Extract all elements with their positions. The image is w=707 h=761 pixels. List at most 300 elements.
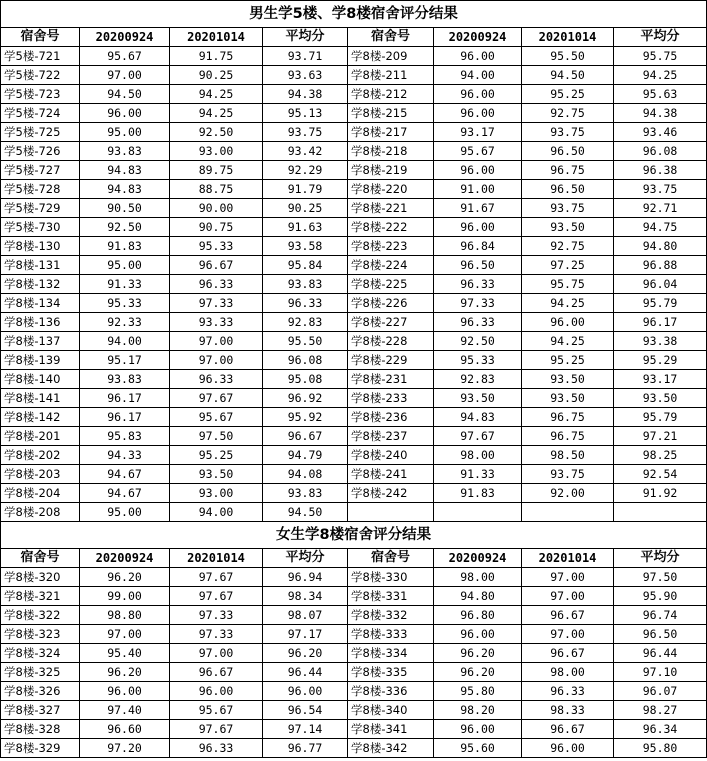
column-header: 宿舍号: [348, 28, 434, 47]
score-cell: 97.33: [434, 294, 522, 313]
score-cell: 96.17: [614, 313, 707, 332]
score-cell: 97.21: [614, 427, 707, 446]
score-cell: 97.40: [80, 701, 170, 720]
dorm-cell: 学8楼-342: [348, 739, 434, 758]
table-row: [1, 427, 707, 446]
score-cell: 96.17: [80, 389, 170, 408]
score-cell: 96.33: [170, 370, 263, 389]
table-row: [1, 66, 707, 85]
column-header-row: [1, 28, 707, 47]
dorm-cell: 学8楼-202: [1, 446, 80, 465]
column-header: 20200924: [434, 549, 522, 568]
dorm-cell: 学8楼-225: [348, 275, 434, 294]
dorm-cell: 学8楼-327: [1, 701, 80, 720]
score-cell: 94.83: [434, 408, 522, 427]
dorm-cell: 学5楼-730: [1, 218, 80, 237]
score-cell: 96.08: [614, 142, 707, 161]
score-cell: [614, 503, 707, 522]
score-cell: 94.50: [522, 66, 614, 85]
dorm-cell: 学8楼-131: [1, 256, 80, 275]
dorm-cell: 学8楼-212: [348, 85, 434, 104]
score-cell: 96.67: [170, 663, 263, 682]
score-cell: 95.83: [80, 427, 170, 446]
column-header: 平均分: [614, 549, 707, 568]
score-cell: 92.33: [80, 313, 170, 332]
score-cell: 93.50: [614, 389, 707, 408]
score-cell: 95.50: [263, 332, 348, 351]
table-row: [1, 370, 707, 389]
dorm-cell: 学8楼-218: [348, 142, 434, 161]
score-cell: 96.50: [614, 625, 707, 644]
score-cell: 97.17: [263, 625, 348, 644]
table-row: [1, 568, 707, 587]
score-cell: 96.08: [263, 351, 348, 370]
score-cell: 95.29: [614, 351, 707, 370]
score-cell: 96.00: [434, 47, 522, 66]
score-cell: 96.33: [263, 294, 348, 313]
score-cell: 96.00: [170, 682, 263, 701]
score-cell: 93.75: [522, 123, 614, 142]
score-cell: 96.00: [263, 682, 348, 701]
score-cell: 95.13: [263, 104, 348, 123]
score-cell: 94.33: [80, 446, 170, 465]
score-cell: 95.75: [614, 47, 707, 66]
score-cell: 94.67: [80, 465, 170, 484]
dorm-cell: 学8楼-228: [348, 332, 434, 351]
score-cell: 94.25: [522, 332, 614, 351]
score-cell: 96.00: [434, 161, 522, 180]
table-row: [1, 332, 707, 351]
score-cell: 96.84: [434, 237, 522, 256]
dorm-cell: 学8楼-211: [348, 66, 434, 85]
score-cell: 94.83: [80, 180, 170, 199]
score-cell: 93.17: [434, 123, 522, 142]
column-header: 20201014: [522, 28, 614, 47]
dorm-cell: 学5楼-727: [1, 161, 80, 180]
score-cell: 95.33: [434, 351, 522, 370]
dorm-cell: 学8楼-340: [348, 701, 434, 720]
score-cell: 94.75: [614, 218, 707, 237]
table-row: [1, 237, 707, 256]
dorm-cell: 学8楼-204: [1, 484, 80, 503]
score-cell: 93.50: [522, 218, 614, 237]
score-cell: 95.60: [434, 739, 522, 758]
score-cell: 94.83: [80, 161, 170, 180]
score-cell: 94.25: [522, 294, 614, 313]
score-cell: 93.42: [263, 142, 348, 161]
score-cell: 88.75: [170, 180, 263, 199]
score-cell: 95.08: [263, 370, 348, 389]
score-cell: 96.94: [263, 568, 348, 587]
score-cell: 97.67: [170, 587, 263, 606]
column-header: 宿舍号: [348, 549, 434, 568]
score-cell: 95.63: [614, 85, 707, 104]
table-row: [1, 503, 707, 522]
column-header: 20200924: [434, 28, 522, 47]
score-cell: 96.67: [522, 720, 614, 739]
score-cell: [434, 503, 522, 522]
dorm-cell: 学8楼-134: [1, 294, 80, 313]
table-row: [1, 142, 707, 161]
column-header-row: [1, 549, 707, 568]
dorm-cell: 学8楼-227: [348, 313, 434, 332]
dorm-cell: [348, 503, 434, 522]
section-title-row: [1, 522, 707, 549]
score-cell: 92.50: [170, 123, 263, 142]
dorm-cell: 学8楼-322: [1, 606, 80, 625]
score-cell: 97.50: [170, 427, 263, 446]
score-cell: 98.07: [263, 606, 348, 625]
score-cell: 95.92: [263, 408, 348, 427]
score-cell: 96.88: [614, 256, 707, 275]
score-cell: 93.17: [614, 370, 707, 389]
score-cell: 95.25: [170, 446, 263, 465]
score-cell: 94.25: [170, 85, 263, 104]
dorm-cell: 学8楼-132: [1, 275, 80, 294]
score-cell: 94.00: [170, 503, 263, 522]
table-row: [1, 484, 707, 503]
score-cell: 97.00: [170, 332, 263, 351]
score-cell: 95.80: [434, 682, 522, 701]
score-cell: 96.00: [434, 104, 522, 123]
score-cell: 93.75: [522, 465, 614, 484]
score-cell: 96.67: [522, 644, 614, 663]
score-cell: 93.58: [263, 237, 348, 256]
score-cell: 97.67: [170, 389, 263, 408]
score-cell: 91.63: [263, 218, 348, 237]
table-row: [1, 313, 707, 332]
score-cell: 96.04: [614, 275, 707, 294]
table-row: [1, 606, 707, 625]
score-cell: 93.33: [170, 313, 263, 332]
score-cell: 96.67: [170, 256, 263, 275]
table-row: [1, 465, 707, 484]
column-header: 20201014: [170, 28, 263, 47]
dorm-cell: 学8楼-231: [348, 370, 434, 389]
score-cell: 91.33: [80, 275, 170, 294]
dorm-cell: 学5楼-729: [1, 199, 80, 218]
score-cell: 96.92: [263, 389, 348, 408]
score-cell: 90.25: [263, 199, 348, 218]
score-cell: 93.50: [170, 465, 263, 484]
score-cell: 98.20: [434, 701, 522, 720]
score-cell: 95.40: [80, 644, 170, 663]
dorm-cell: 学8楼-223: [348, 237, 434, 256]
dorm-cell: 学8楼-335: [348, 663, 434, 682]
score-cell: 93.00: [170, 484, 263, 503]
score-cell: 92.83: [434, 370, 522, 389]
score-cell: 97.14: [263, 720, 348, 739]
score-cell: 95.00: [80, 503, 170, 522]
dorm-cell: 学8楼-217: [348, 123, 434, 142]
score-cell: 95.25: [522, 351, 614, 370]
table-row: [1, 663, 707, 682]
score-cell: 93.75: [522, 199, 614, 218]
dorm-cell: 学8楼-242: [348, 484, 434, 503]
score-cell: 97.67: [434, 427, 522, 446]
score-cell: 93.71: [263, 47, 348, 66]
dorm-cell: 学8楼-137: [1, 332, 80, 351]
score-cell: 96.50: [522, 180, 614, 199]
score-cell: 92.50: [80, 218, 170, 237]
score-cell: 97.00: [170, 351, 263, 370]
score-cell: 96.50: [522, 142, 614, 161]
score-cell: 96.00: [434, 85, 522, 104]
score-cell: 93.63: [263, 66, 348, 85]
score-cell: 94.79: [263, 446, 348, 465]
score-cell: 94.00: [80, 332, 170, 351]
score-cell: 95.75: [522, 275, 614, 294]
dorm-cell: 学8楼-142: [1, 408, 80, 427]
score-cell: 91.75: [170, 47, 263, 66]
dorm-cell: 学8楼-328: [1, 720, 80, 739]
column-header: 平均分: [263, 549, 348, 568]
score-cell: 95.25: [522, 85, 614, 104]
score-cell: 96.75: [522, 427, 614, 446]
table-row: [1, 180, 707, 199]
score-cell: 96.00: [80, 104, 170, 123]
dorm-cell: 学8楼-136: [1, 313, 80, 332]
dorm-cell: 学8楼-336: [348, 682, 434, 701]
table-row: [1, 256, 707, 275]
score-cell: 94.38: [263, 85, 348, 104]
score-cell: [522, 503, 614, 522]
score-cell: 96.80: [434, 606, 522, 625]
table-row: [1, 161, 707, 180]
score-cell: 91.33: [434, 465, 522, 484]
score-cell: 91.92: [614, 484, 707, 503]
table-row: [1, 389, 707, 408]
score-cell: 96.00: [522, 313, 614, 332]
table-row: [1, 199, 707, 218]
score-cell: 97.33: [170, 625, 263, 644]
score-cell: 98.25: [614, 446, 707, 465]
score-cell: 96.20: [434, 644, 522, 663]
dorm-cell: 学8楼-236: [348, 408, 434, 427]
table-row: [1, 351, 707, 370]
score-cell: 96.44: [263, 663, 348, 682]
dorm-cell: 学8楼-332: [348, 606, 434, 625]
dorm-cell: 学8楼-240: [348, 446, 434, 465]
score-cell: 94.25: [170, 104, 263, 123]
score-cell: 93.00: [170, 142, 263, 161]
section-title: 男生学5楼、学8楼宿舍评分结果: [1, 1, 707, 28]
score-cell: 95.90: [614, 587, 707, 606]
score-cell: 94.67: [80, 484, 170, 503]
score-cell: 96.50: [434, 256, 522, 275]
table-row: [1, 701, 707, 720]
score-cell: 98.00: [434, 568, 522, 587]
score-cell: 95.67: [170, 701, 263, 720]
dorm-cell: 学5楼-726: [1, 142, 80, 161]
score-cell: 98.50: [522, 446, 614, 465]
score-cell: 96.20: [263, 644, 348, 663]
score-cell: 96.60: [80, 720, 170, 739]
score-cell: 89.75: [170, 161, 263, 180]
score-cell: 95.79: [614, 408, 707, 427]
table-row: [1, 85, 707, 104]
score-cell: 97.33: [170, 606, 263, 625]
score-cell: 95.67: [434, 142, 522, 161]
dorm-cell: 学5楼-728: [1, 180, 80, 199]
dorm-cell: 学8楼-208: [1, 503, 80, 522]
dorm-cell: 学5楼-724: [1, 104, 80, 123]
score-cell: 98.00: [434, 446, 522, 465]
score-cell: 96.20: [80, 568, 170, 587]
score-cell: 96.44: [614, 644, 707, 663]
score-cell: 98.33: [522, 701, 614, 720]
score-cell: 92.00: [522, 484, 614, 503]
score-cell: 95.50: [522, 47, 614, 66]
score-cell: 98.34: [263, 587, 348, 606]
dorm-cell: 学8楼-220: [348, 180, 434, 199]
score-cell: 91.67: [434, 199, 522, 218]
score-cell: 97.00: [522, 625, 614, 644]
score-cell: 97.10: [614, 663, 707, 682]
score-cell: 96.67: [263, 427, 348, 446]
table-row: [1, 47, 707, 66]
score-cell: 95.67: [170, 408, 263, 427]
dorm-cell: 学8楼-215: [348, 104, 434, 123]
dorm-cell: 学5楼-722: [1, 66, 80, 85]
score-cell: 98.00: [522, 663, 614, 682]
score-cell: 92.29: [263, 161, 348, 180]
dorm-cell: 学8楼-130: [1, 237, 80, 256]
score-cell: 96.17: [80, 408, 170, 427]
dorm-cell: 学8楼-141: [1, 389, 80, 408]
column-header: 20201014: [170, 549, 263, 568]
table-row: [1, 123, 707, 142]
dorm-cell: 学8楼-201: [1, 427, 80, 446]
dorm-cell: 学8楼-237: [348, 427, 434, 446]
column-header: 平均分: [263, 28, 348, 47]
score-cell: 92.54: [614, 465, 707, 484]
score-cell: 97.67: [170, 568, 263, 587]
table-row: [1, 446, 707, 465]
score-cell: 95.67: [80, 47, 170, 66]
score-cell: 96.33: [434, 313, 522, 332]
score-cell: 96.75: [522, 161, 614, 180]
score-cell: 93.50: [434, 389, 522, 408]
score-cell: 94.08: [263, 465, 348, 484]
score-cell: 93.75: [614, 180, 707, 199]
score-cell: 96.54: [263, 701, 348, 720]
dorm-cell: 学8楼-224: [348, 256, 434, 275]
dorm-cell: 学5楼-725: [1, 123, 80, 142]
table-row: [1, 104, 707, 123]
dorm-cell: 学8楼-326: [1, 682, 80, 701]
section-title-row: [1, 1, 707, 28]
score-cell: 91.79: [263, 180, 348, 199]
score-cell: 93.75: [263, 123, 348, 142]
table-row: [1, 275, 707, 294]
score-cell: 90.50: [80, 199, 170, 218]
score-cell: 96.20: [80, 663, 170, 682]
score-cell: 93.83: [80, 370, 170, 389]
dorm-cell: 学8楼-221: [348, 199, 434, 218]
dorm-cell: 学5楼-721: [1, 47, 80, 66]
score-cell: 94.80: [434, 587, 522, 606]
score-cell: 94.25: [614, 66, 707, 85]
score-cell: 97.50: [614, 568, 707, 587]
score-cell: 97.00: [522, 568, 614, 587]
score-cell: 96.33: [170, 275, 263, 294]
score-cell: 97.25: [522, 256, 614, 275]
table-row: [1, 720, 707, 739]
score-cell: 97.00: [80, 66, 170, 85]
score-cell: 93.46: [614, 123, 707, 142]
score-cell: 93.83: [263, 275, 348, 294]
dorm-cell: 学8楼-320: [1, 568, 80, 587]
score-cell: 96.74: [614, 606, 707, 625]
score-cell: 96.33: [434, 275, 522, 294]
dorm-cell: 学8楼-330: [348, 568, 434, 587]
dorm-cell: 学8楼-241: [348, 465, 434, 484]
score-cell: 95.33: [170, 237, 263, 256]
table-row: [1, 218, 707, 237]
dorm-cell: 学8楼-233: [348, 389, 434, 408]
score-cell: 91.83: [80, 237, 170, 256]
score-cell: 90.25: [170, 66, 263, 85]
score-cell: 94.00: [434, 66, 522, 85]
score-cell: 97.00: [80, 625, 170, 644]
score-cell: 98.27: [614, 701, 707, 720]
score-cell: 97.33: [170, 294, 263, 313]
dorm-cell: 学8楼-229: [348, 351, 434, 370]
score-cell: 91.00: [434, 180, 522, 199]
score-cell: 94.80: [614, 237, 707, 256]
dorm-cell: 学8楼-209: [348, 47, 434, 66]
score-cell: 94.50: [263, 503, 348, 522]
dorm-cell: 学8楼-203: [1, 465, 80, 484]
score-cell: 95.80: [614, 739, 707, 758]
dorm-cell: 学8楼-329: [1, 739, 80, 758]
column-header: 20200924: [80, 549, 170, 568]
score-cell: 93.83: [80, 142, 170, 161]
dorm-cell: 学8楼-331: [348, 587, 434, 606]
score-cell: 93.38: [614, 332, 707, 351]
score-cell: 96.38: [614, 161, 707, 180]
score-cell: 96.20: [434, 663, 522, 682]
table-row: [1, 587, 707, 606]
dorm-cell: 学8楼-334: [348, 644, 434, 663]
score-cell: 97.00: [522, 587, 614, 606]
score-cell: 96.00: [522, 739, 614, 758]
score-cell: 96.00: [434, 720, 522, 739]
score-cell: 95.84: [263, 256, 348, 275]
score-cell: 95.33: [80, 294, 170, 313]
score-cell: 96.33: [522, 682, 614, 701]
score-cell: 90.75: [170, 218, 263, 237]
score-cell: 96.75: [522, 408, 614, 427]
score-cell: 93.83: [263, 484, 348, 503]
score-cell: 96.00: [434, 625, 522, 644]
score-cell: 97.20: [80, 739, 170, 758]
score-cell: 99.00: [80, 587, 170, 606]
score-cell: 92.83: [263, 313, 348, 332]
score-cell: 93.50: [522, 389, 614, 408]
column-header: 20201014: [522, 549, 614, 568]
score-cell: 92.75: [522, 237, 614, 256]
column-header: 平均分: [614, 28, 707, 47]
score-cell: 94.38: [614, 104, 707, 123]
dorm-cell: 学8楼-323: [1, 625, 80, 644]
score-cell: 92.71: [614, 199, 707, 218]
score-cell: 95.00: [80, 256, 170, 275]
score-cell: 96.07: [614, 682, 707, 701]
column-header: 宿舍号: [1, 549, 80, 568]
score-cell: 92.75: [522, 104, 614, 123]
